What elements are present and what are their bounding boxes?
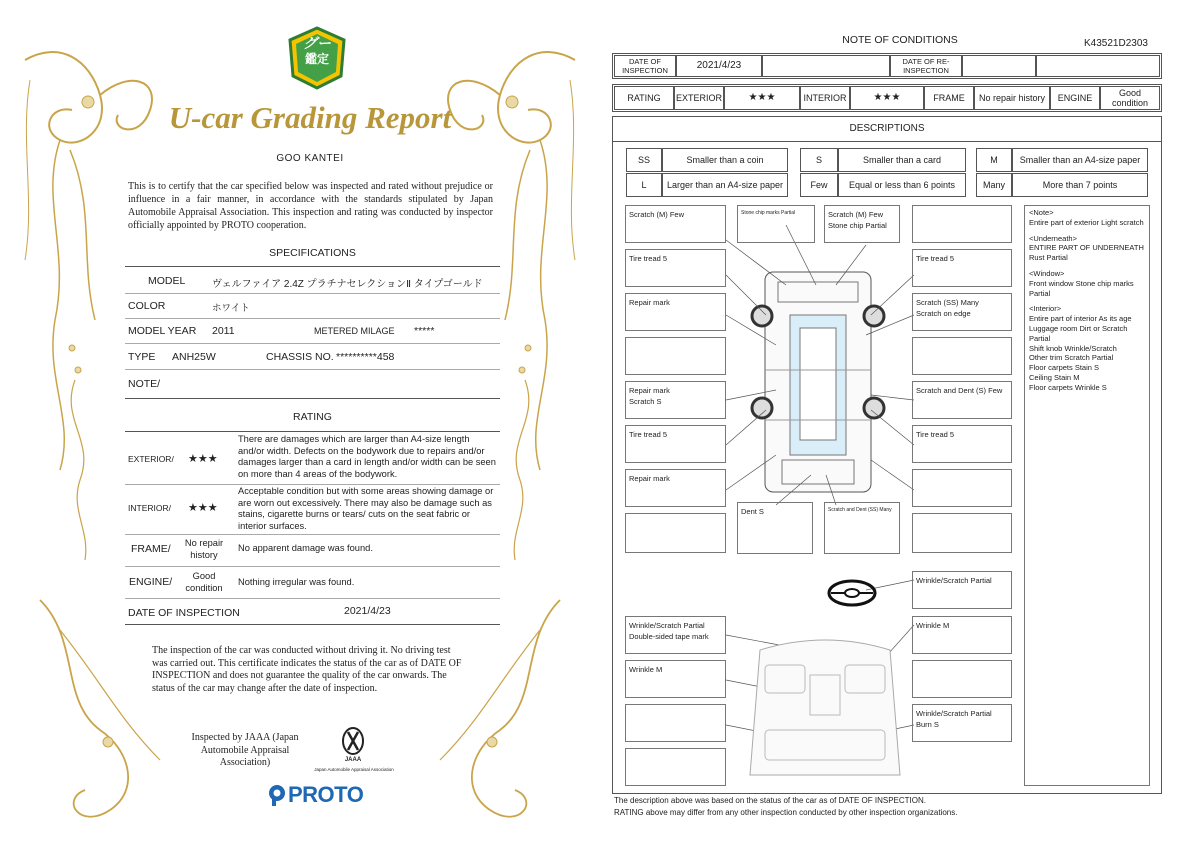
interior-stars: ★★★ bbox=[850, 86, 924, 110]
damage-box: Tire tread 5 bbox=[625, 425, 726, 463]
reference-number: K43521D2303 bbox=[1084, 38, 1148, 49]
milage-label: METERED MILAGE bbox=[314, 326, 395, 336]
engine-label: ENGINE bbox=[1050, 86, 1100, 110]
divider bbox=[125, 534, 500, 535]
damage-box bbox=[912, 337, 1012, 375]
date-blank-cell bbox=[762, 55, 890, 77]
disclaimer-text: The inspection of the car was conducted without driving it. No driving test was carried out. This certificate indicates the status of the car as of DATE OF INSPECTION and does not guarantee the quality of the car onwards. The status of the car may change after the date of inspection. bbox=[152, 645, 462, 694]
badge-top-text: グー bbox=[303, 35, 331, 51]
damage-box bbox=[625, 704, 726, 742]
note-of-conditions-page bbox=[600, 0, 1200, 848]
note-line: Floor carpets Stain S bbox=[1029, 363, 1100, 373]
damage-box: Scratch and Dent (S) Few bbox=[912, 381, 1012, 419]
type-value: ANH25W bbox=[172, 351, 216, 363]
note-line: Entire part of exterior Light scratch bbox=[1029, 217, 1144, 227]
note-line: Ceiling Stain M bbox=[1029, 372, 1080, 382]
divider bbox=[125, 624, 500, 625]
chassis-label: CHASSIS NO. bbox=[266, 351, 334, 363]
date-of-reinspection-label: DATE OF RE-INSPECTION bbox=[890, 55, 962, 77]
proto-logo-text: PROTO bbox=[288, 782, 364, 807]
model-year-value: 2011 bbox=[212, 325, 235, 337]
divider bbox=[125, 293, 500, 294]
proto-logo-icon bbox=[266, 783, 288, 807]
legend-text: Equal or less than 6 points bbox=[838, 173, 966, 197]
damage-box: Repair mark bbox=[625, 469, 726, 507]
certification-text: This is to certify that the car specified below was inspected and rated without prejudice or influence in a fair manner, in accordance with the standards stipulated by Japan Automobile Appraisal Association. This inspection and rating was conducted by inspector officially appointed by PROTO cooperation. bbox=[128, 181, 493, 231]
steering-wheel-icon bbox=[826, 578, 878, 608]
jaaa-short-label: JAAA bbox=[344, 757, 362, 763]
frame-label: FRAME/ bbox=[131, 543, 171, 555]
note-line: <Window> bbox=[1029, 268, 1065, 278]
color-value: ホワイト bbox=[212, 303, 250, 314]
damage-box: Scratch (M) Few Stone chip Partial bbox=[824, 205, 900, 243]
exterior-description: There are damages which are larger than A4-size length and/or width. Defects on the bodywork due to repairs and/or damages larger than a card in length and/or width can be seen on more than 4 areas of the bodywork. bbox=[238, 434, 496, 479]
damage-box: Dent S bbox=[737, 502, 813, 554]
reinspection-value-cell bbox=[962, 55, 1036, 77]
divider bbox=[125, 343, 500, 344]
color-label: COLOR bbox=[128, 300, 166, 312]
frame-value: No repair history bbox=[184, 538, 224, 560]
legend-text: Smaller than a card bbox=[838, 148, 966, 172]
note-line: <Interior> bbox=[1029, 304, 1062, 314]
interior-stars: ★★★ bbox=[188, 502, 218, 514]
damage-box bbox=[912, 660, 1012, 698]
car-interior-diagram bbox=[740, 635, 910, 785]
type-label: TYPE bbox=[128, 351, 156, 363]
note-line: Front window Stone chip marks Partial bbox=[1029, 278, 1134, 298]
exterior-label: EXTERIOR bbox=[674, 86, 724, 110]
damage-box bbox=[912, 513, 1012, 553]
damage-box: Wrinkle/Scratch Partial Double-sided tape mark bbox=[625, 616, 726, 654]
damage-box: Tire tread 5 bbox=[912, 249, 1012, 287]
jaaa-full-label: Japan Automobile Appraisal Association bbox=[314, 767, 394, 772]
legend-text: More than 7 points bbox=[1012, 173, 1148, 197]
damage-box bbox=[912, 205, 1012, 243]
exterior-stars: ★★★ bbox=[188, 453, 218, 465]
damage-box: Wrinkle/Scratch Partial Burn S bbox=[912, 704, 1012, 742]
frame-description: No apparent damage was found. bbox=[238, 543, 373, 553]
legend-text: Smaller than an A4-size paper bbox=[1012, 148, 1148, 172]
legend-code: Many bbox=[976, 173, 1012, 197]
damage-box: Stone chip marks Partial bbox=[737, 205, 815, 243]
interior-description: Acceptable condition but with some areas showing damage or are worn out excessively. There may also be damage such as stains, cigarette burns or tears/ cuts on the seat fabric or interior surfaces. bbox=[238, 486, 494, 531]
interior-label: INTERIOR bbox=[800, 86, 850, 110]
damage-box: Scratch (M) Few bbox=[625, 205, 726, 243]
damage-box bbox=[912, 469, 1012, 507]
damage-box: Wrinkle M bbox=[625, 660, 726, 698]
notes-panel bbox=[1024, 205, 1150, 786]
report-title: U-car Grading Report bbox=[168, 100, 452, 135]
engine-label: ENGINE/ bbox=[129, 576, 173, 588]
damage-box: Tire tread 5 bbox=[625, 249, 726, 287]
legend-text: Smaller than a coin bbox=[662, 148, 788, 172]
reinspection-blank-cell bbox=[1036, 55, 1160, 77]
interior-label: INTERIOR/ bbox=[128, 503, 171, 513]
inspected-by-text: Inspected by JAAA (Japan Automobile Appraisal Association) bbox=[191, 732, 299, 768]
model-value: ヴェルファイア 2.4Z プラチナセレクションⅡ タイプゴールド bbox=[212, 279, 483, 290]
damage-box bbox=[625, 748, 726, 786]
divider bbox=[125, 369, 500, 370]
note-line: <Note> bbox=[1029, 208, 1054, 217]
date-of-inspection-label: DATE OF INSPECTION bbox=[128, 607, 240, 619]
jaaa-logo-icon bbox=[340, 726, 366, 756]
note-label: NOTE/ bbox=[128, 378, 161, 390]
legend-text: Larger than an A4-size paper bbox=[662, 173, 788, 197]
note-line: ENTIRE PART OF UNDERNEATH Rust Partial bbox=[1029, 243, 1144, 263]
engine-value: Good condition bbox=[185, 571, 223, 593]
model-year-label: MODEL YEAR bbox=[128, 325, 197, 337]
note-line: <Underneath> bbox=[1029, 233, 1077, 243]
conditions-heading: NOTE OF CONDITIONS bbox=[842, 34, 958, 46]
damage-box: Scratch (SS) Many Scratch on edge bbox=[912, 293, 1012, 331]
frame-label: FRAME bbox=[924, 86, 974, 110]
date-of-inspection-value: 2021/4/23 bbox=[344, 605, 391, 617]
damage-box bbox=[625, 513, 726, 553]
specifications-heading: SPECIFICATIONS bbox=[269, 247, 356, 259]
engine-value: Good condition bbox=[1100, 86, 1160, 110]
damage-box: Scratch and Dent (SS) Many bbox=[824, 502, 900, 554]
report-subtitle: GOO KANTEI bbox=[276, 153, 344, 164]
frame-value: No repair history bbox=[974, 86, 1050, 110]
chassis-value: **********458 bbox=[336, 351, 395, 363]
damage-box: Tire tread 5 bbox=[912, 425, 1012, 463]
model-label: MODEL bbox=[148, 275, 186, 287]
divider bbox=[125, 398, 500, 399]
divider bbox=[125, 484, 500, 485]
legend-code: L bbox=[626, 173, 662, 197]
damage-box: Wrinkle/Scratch Partial bbox=[912, 571, 1012, 609]
footer-note-2: RATING above may differ from any other inspection conducted by other inspection organizations. bbox=[614, 808, 958, 817]
divider bbox=[125, 566, 500, 567]
note-line: Shift knob Wrinkle/Scratch bbox=[1029, 343, 1117, 353]
divider bbox=[125, 598, 500, 599]
rating-label: RATING bbox=[614, 86, 674, 110]
note-line: Floor carpets Wrinkle S bbox=[1029, 382, 1107, 392]
exterior-stars: ★★★ bbox=[724, 86, 800, 110]
exterior-label: EXTERIOR/ bbox=[128, 454, 174, 464]
damage-box: Repair mark bbox=[625, 293, 726, 331]
damage-box: Wrinkle M bbox=[912, 616, 1012, 654]
date-of-inspection-label: DATE OF INSPECTION bbox=[614, 55, 676, 77]
legend-code: M bbox=[976, 148, 1012, 172]
badge-bottom-text: 鑑定 bbox=[304, 52, 329, 66]
divider bbox=[125, 266, 500, 267]
damage-box: Repair mark Scratch S bbox=[625, 381, 726, 419]
legend-code: S bbox=[800, 148, 838, 172]
note-line: Luggage room Dirt or Scratch Partial bbox=[1029, 323, 1128, 343]
legend-code: SS bbox=[626, 148, 662, 172]
footer-note-1: The description above was based on the status of the car as of DATE OF INSPECTION. bbox=[614, 796, 926, 805]
divider bbox=[125, 431, 500, 432]
date-of-inspection-value: 2021/4/23 bbox=[676, 55, 762, 77]
divider bbox=[125, 318, 500, 319]
rating-heading: RATING bbox=[293, 411, 332, 423]
engine-description: Nothing irregular was found. bbox=[238, 577, 355, 587]
note-line: Other trim Scratch Partial bbox=[1029, 353, 1114, 363]
legend-code: Few bbox=[800, 173, 838, 197]
note-line: Entire part of interior As its age bbox=[1029, 314, 1132, 324]
damage-box bbox=[625, 337, 726, 375]
milage-value: ***** bbox=[414, 325, 435, 337]
descriptions-heading: DESCRIPTIONS bbox=[612, 116, 1162, 142]
